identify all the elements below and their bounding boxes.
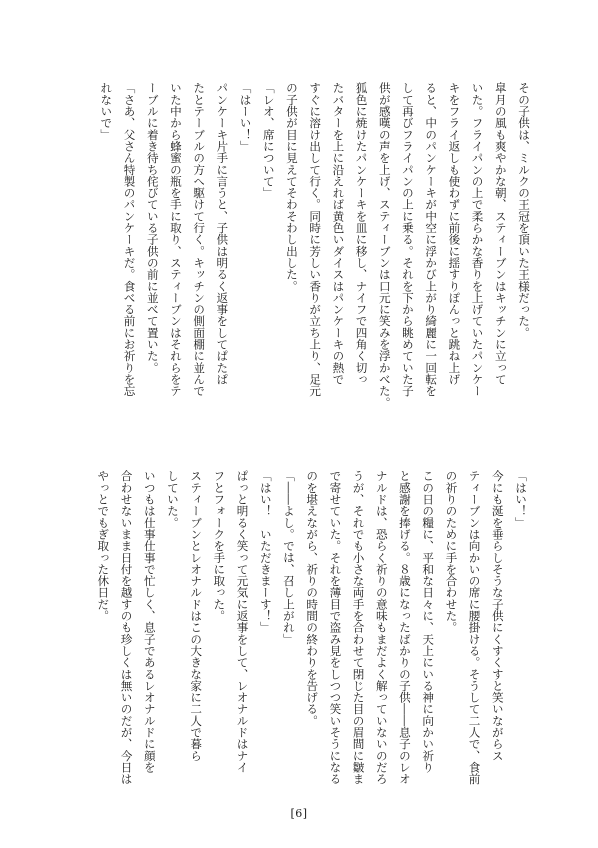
- text-line: 合わせないまま日付を越すのも珍しくは無いのだが、今日は: [119, 470, 134, 785]
- text-line: ーブルに着き待ち侘びている子供の前に並べて置いた。: [145, 82, 160, 374]
- text-block-lower: [70, 470, 532, 830]
- text-line: フとフォークを手に取った。: [212, 470, 227, 622]
- text-line: 今にも涎を垂らしそうな子供にくすくすと笑いながらス: [490, 470, 505, 762]
- text-line: パンケーキ片手に言うと、子供は明るく返事をしてぱたぱ: [215, 82, 230, 385]
- text-line: スティーブンとレオナルドはこの大きな家に二人で暮ら: [189, 470, 204, 762]
- text-line: いつもは仕事仕事で忙しく、息子であるレオナルドに顔を: [142, 470, 157, 773]
- text-line: 狐色に焼けたパンケーキを皿に移し、ナイフで四角く切っ: [354, 82, 369, 385]
- text-line: やっとでもぎ取った休日だ。: [96, 470, 111, 622]
- dialogue-line: 「はーい！」: [238, 82, 253, 152]
- text-line: 皐月の風も爽やかな朝、スティーブンはキッチンに立って: [493, 82, 508, 385]
- text-line: していた。: [165, 470, 180, 529]
- text-line: ナルドは、恐らく祈りの意味もまだよく解っていないのだろ: [374, 470, 389, 785]
- text-line: たとテーブルの方へ駆けて行く。キッチンの側面棚に並んで: [192, 82, 207, 397]
- text-line: ると、中のパンケーキが中空に浮かび上がり綺麗に一回転を: [424, 82, 439, 397]
- text-block-upper: [77, 82, 535, 442]
- text-line: ぱっと明るく笑って元気に返事をして、レオナルドはナイ: [235, 470, 250, 773]
- text-line: キをフライ返しも使わずに前後に揺すりぽんっと跳ね上げ: [447, 82, 462, 385]
- text-line: いた中から蜂蜜の瓶を手に取り、スティーブンはそれらをテ: [168, 82, 183, 397]
- text-line: と感謝を捧げる。８歳になったばかりの子供――息子のレオ: [397, 470, 412, 785]
- text-line: ティーブンは向かいの席に腰掛ける。そうして二人で、食前: [467, 470, 482, 785]
- text-line: のを堪えながら、祈りの時間の終わりを告げる。: [305, 470, 320, 727]
- dialogue-line: 「――よし。では、召し上がれ」: [281, 470, 296, 645]
- text-line: の祈りのために手を合わせた。: [444, 470, 459, 634]
- text-line: の子供が目に見えてそわそわし出した。: [284, 82, 299, 292]
- text-line: して再びフライパンの上に乗る。それを下から眺めていた子: [400, 82, 415, 397]
- text-line: この日の糧に、平和な日々に、天上にいる神に向かい祈り: [421, 470, 436, 773]
- dialogue-line: 「さあ、父さん特製のパンケーキだ。食べる前にお祈りを忘: [122, 82, 137, 397]
- dialogue-line: 「はい！ いただきまーす！」: [258, 470, 273, 634]
- dialogue-line: れないで」: [99, 82, 114, 141]
- page-number: [6]: [290, 807, 308, 820]
- text-line: その子供は、ミルクの王冠を頂いた王様だった。: [517, 82, 531, 339]
- text-line: 供が感嘆の声を上げ、スティーブンは口元に笑みを浮かべた。: [377, 82, 392, 409]
- text-line: で寄せていた。それを薄目で盗み見をしつつ笑いそうになる: [328, 470, 343, 785]
- text-line: すぐに溶け出して行く。同時に芳しい香りが立ち上り、足元: [308, 82, 323, 397]
- dialogue-line: 「はい！」: [514, 470, 528, 529]
- dialogue-line: 「レオ、席について」: [261, 82, 276, 199]
- text-line: いた。フライパンの上で柔らかな香りを上げていたパンケー: [470, 82, 485, 397]
- text-line: たバターを上に沿えれば黄色いダイスはパンケーキの熱で: [331, 82, 346, 385]
- text-line: うが、それでも小さな両手を合わせて閉じた目の眉間に皺ま: [351, 470, 366, 785]
